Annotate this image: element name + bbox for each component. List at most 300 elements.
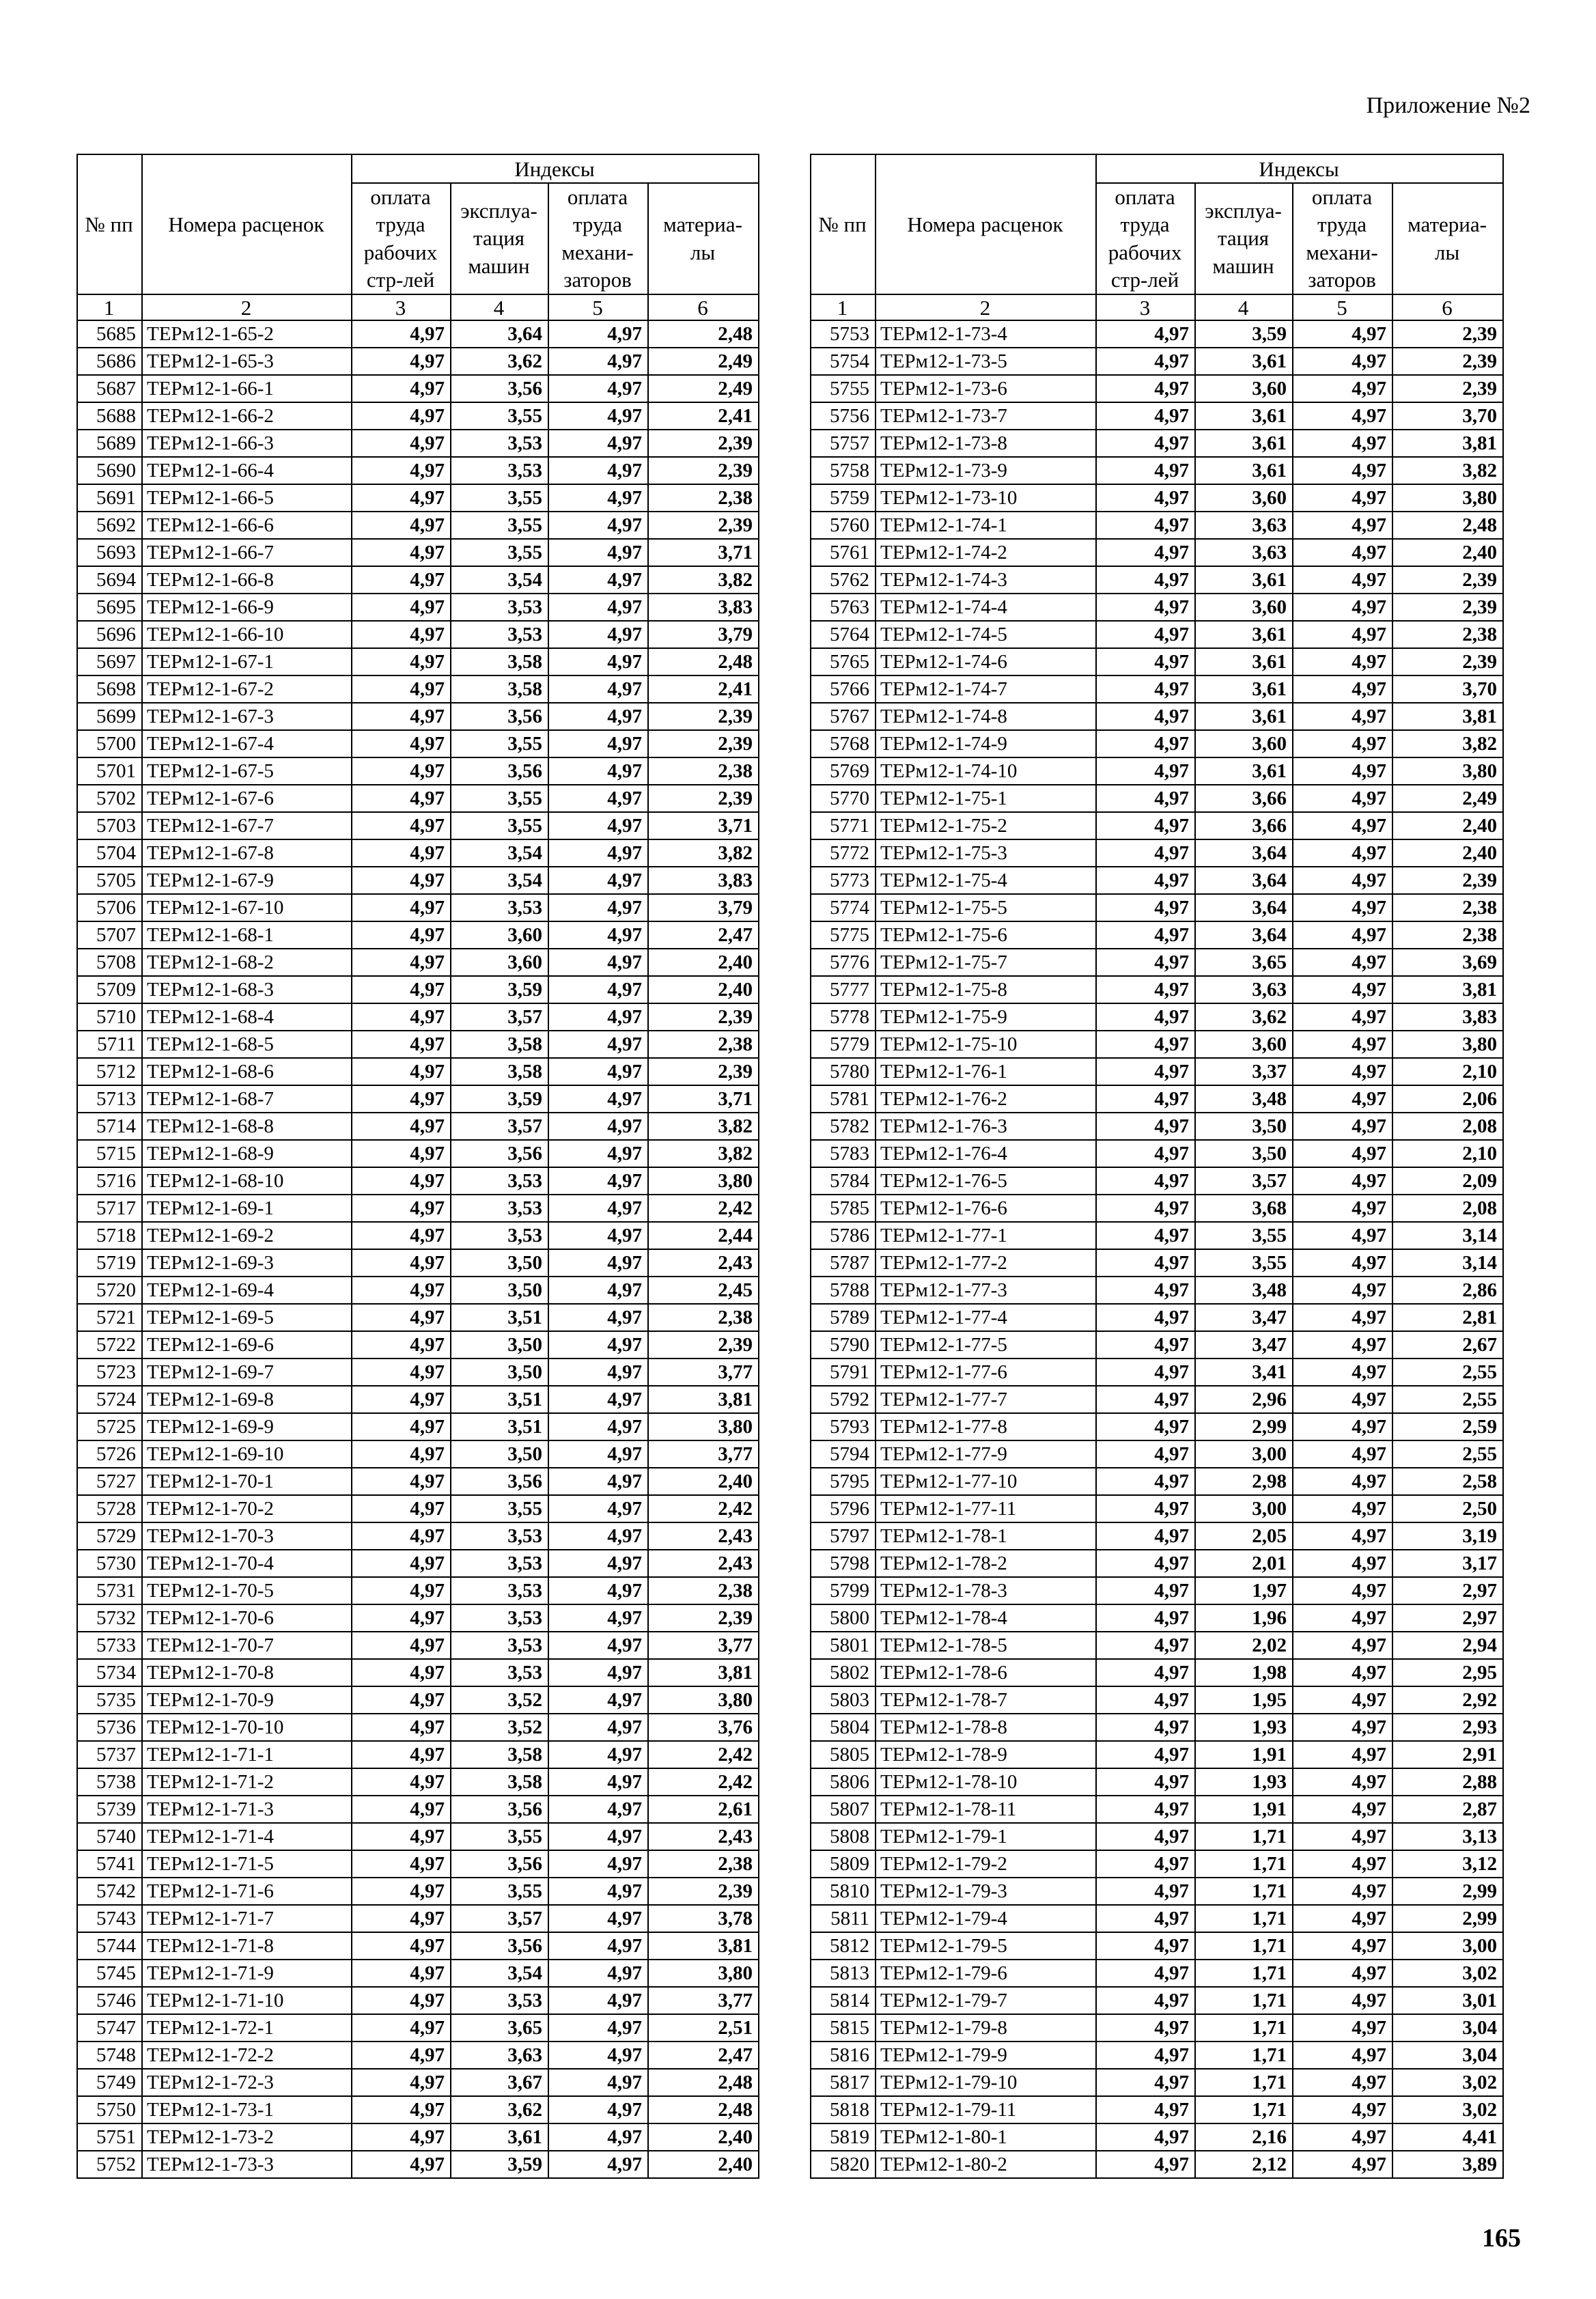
- materials-index: 3,80: [648, 1413, 759, 1440]
- machine-operation-index: 1,71: [1195, 1932, 1293, 1960]
- row-number: 5686: [77, 348, 142, 375]
- row-number: 5814: [811, 1987, 876, 2014]
- row-number: 5774: [811, 894, 876, 921]
- labor-operators-index: 4,97: [1293, 320, 1392, 348]
- materials-index: 3,80: [1392, 757, 1503, 785]
- machine-operation-index: 2,02: [1195, 1632, 1293, 1659]
- materials-index: 3,77: [648, 1987, 759, 2014]
- materials-index: 2,55: [1392, 1358, 1503, 1386]
- table-row: [811, 1413, 1503, 1440]
- table-row: [77, 484, 759, 512]
- labor-builders-index: 4,97: [1096, 1386, 1195, 1413]
- rate-code: ТЕРм12-1-73-8: [876, 430, 1096, 457]
- row-number: 5729: [77, 1522, 142, 1550]
- materials-index: 3,81: [1392, 430, 1503, 457]
- header-colnum: 3: [1096, 294, 1195, 320]
- table-row: [811, 1659, 1503, 1686]
- materials-index: 2,39: [1392, 648, 1503, 675]
- machine-operation-index: 3,37: [1195, 1058, 1293, 1085]
- labor-operators-index: 4,97: [1293, 1850, 1392, 1878]
- rate-code: ТЕРм12-1-66-10: [142, 621, 352, 648]
- rate-code: ТЕРм12-1-69-7: [142, 1358, 352, 1386]
- labor-operators-index: 4,97: [548, 457, 648, 484]
- labor-builders-index: 4,97: [352, 1358, 451, 1386]
- rate-code: ТЕРм12-1-77-11: [876, 1495, 1096, 1522]
- row-number: 5725: [77, 1413, 142, 1440]
- labor-builders-index: 4,97: [1096, 1031, 1195, 1058]
- labor-operators-index: 4,97: [1293, 1331, 1392, 1358]
- materials-index: 2,38: [648, 484, 759, 512]
- table-row: [77, 976, 759, 1003]
- materials-index: 3,70: [1392, 402, 1503, 430]
- labor-builders-index: 4,97: [1096, 1331, 1195, 1358]
- machine-operation-index: 3,53: [451, 621, 548, 648]
- table-row: [77, 921, 759, 949]
- row-number: 5726: [77, 1440, 142, 1468]
- machine-operation-index: 3,48: [1195, 1277, 1293, 1304]
- table-row: [811, 1003, 1503, 1031]
- rate-code: ТЕРм12-1-70-2: [142, 1495, 352, 1522]
- row-number: 5724: [77, 1386, 142, 1413]
- table-row: [811, 1058, 1503, 1085]
- row-number: 5768: [811, 730, 876, 757]
- materials-index: 3,77: [648, 1440, 759, 1468]
- labor-builders-index: 4,97: [352, 1714, 451, 1741]
- machine-operation-index: 3,55: [451, 1823, 548, 1850]
- machine-operation-index: 3,62: [1195, 1003, 1293, 1031]
- table-row: [811, 1249, 1503, 1277]
- labor-operators-index: 4,97: [548, 1304, 648, 1331]
- rate-code: ТЕРм12-1-73-9: [876, 457, 1096, 484]
- materials-index: 2,97: [1392, 1604, 1503, 1632]
- machine-operation-index: 3,56: [451, 703, 548, 730]
- table-row: [811, 2014, 1503, 2042]
- materials-index: 2,43: [648, 1550, 759, 1577]
- rate-code: ТЕРм12-1-68-10: [142, 1167, 352, 1195]
- row-number: 5769: [811, 757, 876, 785]
- labor-builders-index: 4,97: [352, 1222, 451, 1249]
- materials-index: 2,55: [1392, 1440, 1503, 1468]
- table-row: [77, 621, 759, 648]
- materials-index: 3,81: [648, 1932, 759, 1960]
- materials-index: 3,83: [648, 867, 759, 894]
- rate-code: ТЕРм12-1-66-6: [142, 512, 352, 539]
- row-number: 5716: [77, 1167, 142, 1195]
- materials-index: 2,39: [1392, 375, 1503, 402]
- materials-index: 2,67: [1392, 1331, 1503, 1358]
- table-row: [811, 1577, 1503, 1604]
- machine-operation-index: 1,91: [1195, 1741, 1293, 1768]
- table-row: [811, 1522, 1503, 1550]
- materials-index: 2,39: [648, 730, 759, 757]
- labor-builders-index: 4,97: [352, 594, 451, 621]
- labor-operators-index: 4,97: [1293, 1413, 1392, 1440]
- labor-operators-index: 4,97: [548, 1987, 648, 2014]
- labor-builders-index: 4,97: [352, 484, 451, 512]
- machine-operation-index: 3,57: [451, 1003, 548, 1031]
- row-number: 5748: [77, 2042, 142, 2069]
- rate-code: ТЕРм12-1-70-9: [142, 1686, 352, 1714]
- materials-index: 2,99: [1392, 1905, 1503, 1932]
- row-number: 5766: [811, 675, 876, 703]
- row-number: 5780: [811, 1058, 876, 1085]
- header-colnum: 1: [811, 294, 876, 320]
- table-row: [77, 594, 759, 621]
- rate-code: ТЕРм12-1-77-7: [876, 1386, 1096, 1413]
- rate-code: ТЕРм12-1-69-9: [142, 1413, 352, 1440]
- labor-builders-index: 4,97: [1096, 785, 1195, 812]
- row-number: 5757: [811, 430, 876, 457]
- rate-code: ТЕРм12-1-79-9: [876, 2042, 1096, 2069]
- rate-code: ТЕРм12-1-78-10: [876, 1768, 1096, 1796]
- row-number: 5694: [77, 566, 142, 594]
- table-row: [811, 648, 1503, 675]
- materials-index: 3,71: [648, 1085, 759, 1113]
- rate-code: ТЕРм12-1-79-8: [876, 2014, 1096, 2042]
- rate-code: ТЕРм12-1-79-2: [876, 1850, 1096, 1878]
- materials-index: 2,06: [1392, 1085, 1503, 1113]
- machine-operation-index: 3,61: [451, 2123, 548, 2151]
- row-number: 5802: [811, 1659, 876, 1686]
- materials-index: 2,39: [648, 1331, 759, 1358]
- labor-builders-index: 4,97: [352, 1304, 451, 1331]
- rate-code: ТЕРм12-1-68-1: [142, 921, 352, 949]
- row-number: 5764: [811, 621, 876, 648]
- rate-code: ТЕРм12-1-76-1: [876, 1058, 1096, 1085]
- table-row: [811, 594, 1503, 621]
- machine-operation-index: 1,71: [1195, 1823, 1293, 1850]
- table-row: [77, 1031, 759, 1058]
- machine-operation-index: 3,55: [1195, 1249, 1293, 1277]
- row-number: 5708: [77, 949, 142, 976]
- rate-code: ТЕРм12-1-67-5: [142, 757, 352, 785]
- table-row: [811, 348, 1503, 375]
- machine-operation-index: 3,61: [1195, 457, 1293, 484]
- machine-operation-index: 1,91: [1195, 1796, 1293, 1823]
- machine-operation-index: 3,61: [1195, 566, 1293, 594]
- rate-code: ТЕРм12-1-75-6: [876, 921, 1096, 949]
- rate-code: ТЕРм12-1-69-5: [142, 1304, 352, 1331]
- materials-index: 2,08: [1392, 1113, 1503, 1140]
- table-row: [811, 1358, 1503, 1386]
- row-number: 5728: [77, 1495, 142, 1522]
- labor-operators-index: 4,97: [548, 512, 648, 539]
- labor-operators-index: 4,97: [1293, 1440, 1392, 1468]
- machine-operation-index: 1,71: [1195, 1905, 1293, 1932]
- labor-builders-index: 4,97: [352, 1550, 451, 1577]
- table-row: [811, 1632, 1503, 1659]
- table-row: [77, 812, 759, 839]
- header-no: № пп: [811, 154, 876, 294]
- labor-builders-index: 4,97: [352, 867, 451, 894]
- appendix-label: Приложение №2: [1366, 93, 1530, 118]
- materials-index: 2,59: [1392, 1413, 1503, 1440]
- labor-operators-index: 4,97: [1293, 730, 1392, 757]
- header-colnum: 2: [142, 294, 352, 320]
- labor-builders-index: 4,97: [352, 1932, 451, 1960]
- rate-code: ТЕРм12-1-67-3: [142, 703, 352, 730]
- labor-operators-index: 4,97: [548, 539, 648, 566]
- table-row: [77, 348, 759, 375]
- row-number: 5762: [811, 566, 876, 594]
- row-number: 5742: [77, 1878, 142, 1905]
- labor-builders-index: 4,97: [352, 1878, 451, 1905]
- header-colnum: 3: [352, 294, 451, 320]
- materials-index: 3,00: [1392, 1932, 1503, 1960]
- rate-code: ТЕРм12-1-69-1: [142, 1195, 352, 1222]
- labor-operators-index: 4,97: [1293, 1522, 1392, 1550]
- table-row: [811, 1140, 1503, 1167]
- rate-code: ТЕРм12-1-79-6: [876, 1960, 1096, 1987]
- materials-index: 3,81: [1392, 703, 1503, 730]
- table-row: [811, 785, 1503, 812]
- materials-index: 3,79: [648, 894, 759, 921]
- labor-builders-index: 4,97: [1096, 730, 1195, 757]
- rate-code: ТЕРм12-1-70-3: [142, 1522, 352, 1550]
- labor-operators-index: 4,97: [548, 1522, 648, 1550]
- materials-index: 2,91: [1392, 1741, 1503, 1768]
- row-number: 5710: [77, 1003, 142, 1031]
- machine-operation-index: 3,54: [451, 839, 548, 867]
- materials-index: 2,47: [648, 2042, 759, 2069]
- rate-code: ТЕРм12-1-77-2: [876, 1249, 1096, 1277]
- labor-builders-index: 4,97: [352, 1905, 451, 1932]
- labor-builders-index: 4,97: [352, 1796, 451, 1823]
- row-number: 5706: [77, 894, 142, 921]
- labor-operators-index: 4,97: [1293, 1222, 1392, 1249]
- row-number: 5750: [77, 2096, 142, 2123]
- machine-operation-index: 2,96: [1195, 1386, 1293, 1413]
- rate-code: ТЕРм12-1-73-1: [142, 2096, 352, 2123]
- labor-builders-index: 4,97: [352, 1823, 451, 1850]
- row-number: 5732: [77, 1604, 142, 1632]
- labor-operators-index: 4,97: [548, 1850, 648, 1878]
- row-number: 5805: [811, 1741, 876, 1768]
- row-number: 5720: [77, 1277, 142, 1304]
- row-number: 5722: [77, 1331, 142, 1358]
- row-number: 5756: [811, 402, 876, 430]
- labor-operators-index: 4,97: [548, 2096, 648, 2123]
- labor-builders-index: 4,97: [1096, 1987, 1195, 2014]
- labor-operators-index: 4,97: [1293, 348, 1392, 375]
- labor-builders-index: 4,97: [1096, 484, 1195, 512]
- materials-index: 3,02: [1392, 2096, 1503, 2123]
- rate-code: ТЕРм12-1-78-11: [876, 1796, 1096, 1823]
- labor-builders-index: 4,97: [1096, 1495, 1195, 1522]
- rate-code: ТЕРм12-1-71-4: [142, 1823, 352, 1850]
- row-number: 5801: [811, 1632, 876, 1659]
- materials-index: 2,38: [648, 757, 759, 785]
- labor-operators-index: 4,97: [1293, 1085, 1392, 1113]
- price-index-table-left: [76, 154, 759, 2179]
- table-row: [77, 1550, 759, 1577]
- machine-operation-index: 3,61: [1195, 402, 1293, 430]
- labor-operators-index: 4,97: [1293, 1003, 1392, 1031]
- machine-operation-index: 3,00: [1195, 1440, 1293, 1468]
- labor-operators-index: 4,97: [1293, 1195, 1392, 1222]
- labor-operators-index: 4,97: [1293, 402, 1392, 430]
- rate-code: ТЕРм12-1-70-4: [142, 1550, 352, 1577]
- labor-builders-index: 4,97: [1096, 594, 1195, 621]
- header-labor-builders: оплата труда рабочих стр-лей: [352, 183, 451, 294]
- labor-builders-index: 4,97: [352, 2151, 451, 2178]
- machine-operation-index: 3,66: [1195, 785, 1293, 812]
- labor-builders-index: 4,97: [1096, 1195, 1195, 1222]
- header-materials: материа-лы: [648, 183, 759, 294]
- rate-code: ТЕРм12-1-77-4: [876, 1304, 1096, 1331]
- labor-operators-index: 4,97: [548, 1195, 648, 1222]
- table-row: [77, 2123, 759, 2151]
- labor-operators-index: 4,97: [548, 1741, 648, 1768]
- machine-operation-index: 1,71: [1195, 2069, 1293, 2096]
- labor-operators-index: 4,97: [548, 1878, 648, 1905]
- labor-builders-index: 4,97: [1096, 1550, 1195, 1577]
- labor-operators-index: 4,97: [548, 621, 648, 648]
- rate-code: ТЕРм12-1-79-5: [876, 1932, 1096, 1960]
- price-index-table-right: [810, 154, 1504, 2179]
- table-row: [811, 1796, 1503, 1823]
- labor-builders-index: 4,97: [352, 1140, 451, 1167]
- machine-operation-index: 3,63: [1195, 512, 1293, 539]
- table-row: [77, 539, 759, 566]
- machine-operation-index: 3,54: [451, 867, 548, 894]
- machine-operation-index: 3,56: [451, 1850, 548, 1878]
- rate-code: ТЕРм12-1-75-5: [876, 894, 1096, 921]
- machine-operation-index: 3,47: [1195, 1331, 1293, 1358]
- labor-builders-index: 4,97: [352, 1960, 451, 1987]
- row-number: 5692: [77, 512, 142, 539]
- rate-code: ТЕРм12-1-74-9: [876, 730, 1096, 757]
- table-row: [77, 1277, 759, 1304]
- labor-builders-index: 4,97: [352, 730, 451, 757]
- labor-operators-index: 4,97: [548, 402, 648, 430]
- materials-index: 2,38: [1392, 921, 1503, 949]
- materials-index: 2,48: [648, 320, 759, 348]
- table-row: [77, 1495, 759, 1522]
- labor-builders-index: 4,97: [1096, 1905, 1195, 1932]
- table-row: [811, 812, 1503, 839]
- labor-operators-index: 4,97: [548, 976, 648, 1003]
- row-number: 5697: [77, 648, 142, 675]
- rate-code: ТЕРм12-1-69-3: [142, 1249, 352, 1277]
- labor-builders-index: 4,97: [1096, 2096, 1195, 2123]
- machine-operation-index: 3,53: [451, 1577, 548, 1604]
- machine-operation-index: 3,50: [451, 1249, 548, 1277]
- row-number: 5747: [77, 2014, 142, 2042]
- labor-operators-index: 4,97: [1293, 1932, 1392, 1960]
- rate-code: ТЕРм12-1-75-9: [876, 1003, 1096, 1031]
- row-number: 5793: [811, 1413, 876, 1440]
- header-labor-operators: оплата труда механи-заторов: [1293, 183, 1392, 294]
- labor-builders-index: 4,97: [1096, 2151, 1195, 2178]
- labor-operators-index: 4,97: [1293, 648, 1392, 675]
- labor-operators-index: 4,97: [548, 1031, 648, 1058]
- labor-operators-index: 4,97: [548, 2069, 648, 2096]
- machine-operation-index: 1,98: [1195, 1659, 1293, 1686]
- machine-operation-index: 3,50: [451, 1440, 548, 1468]
- table-row: [77, 2042, 759, 2069]
- labor-builders-index: 4,97: [352, 1850, 451, 1878]
- table-row: [811, 1960, 1503, 1987]
- table-row: [77, 1659, 759, 1686]
- materials-index: 3,82: [648, 839, 759, 867]
- machine-operation-index: 3,51: [451, 1386, 548, 1413]
- row-number: 5810: [811, 1878, 876, 1905]
- table-row: [77, 648, 759, 675]
- machine-operation-index: 3,50: [451, 1331, 548, 1358]
- row-number: 5711: [77, 1031, 142, 1058]
- rate-code: ТЕРм12-1-78-6: [876, 1659, 1096, 1686]
- rate-code: ТЕРм12-1-78-5: [876, 1632, 1096, 1659]
- machine-operation-index: 3,58: [451, 1031, 548, 1058]
- materials-index: 3,14: [1392, 1222, 1503, 1249]
- row-number: 5786: [811, 1222, 876, 1249]
- row-number: 5776: [811, 949, 876, 976]
- labor-operators-index: 4,97: [1293, 675, 1392, 703]
- labor-operators-index: 4,97: [548, 757, 648, 785]
- row-number: 5718: [77, 1222, 142, 1249]
- rate-code: ТЕРм12-1-70-8: [142, 1659, 352, 1686]
- labor-operators-index: 4,97: [548, 839, 648, 867]
- rate-code: ТЕРм12-1-71-3: [142, 1796, 352, 1823]
- labor-operators-index: 4,97: [1293, 2151, 1392, 2178]
- materials-index: 3,81: [1392, 976, 1503, 1003]
- labor-builders-index: 4,97: [352, 1987, 451, 2014]
- labor-builders-index: 4,97: [352, 2042, 451, 2069]
- table-row: [811, 1386, 1503, 1413]
- machine-operation-index: 3,61: [1195, 648, 1293, 675]
- rate-code: ТЕРм12-1-69-8: [142, 1386, 352, 1413]
- labor-operators-index: 4,97: [1293, 512, 1392, 539]
- table-row: [77, 1823, 759, 1850]
- materials-index: 3,77: [648, 1632, 759, 1659]
- materials-index: 2,39: [1392, 566, 1503, 594]
- labor-builders-index: 4,97: [352, 839, 451, 867]
- table-row: [77, 1085, 759, 1113]
- labor-builders-index: 4,97: [1096, 1358, 1195, 1386]
- table-row: [811, 675, 1503, 703]
- machine-operation-index: 3,60: [451, 921, 548, 949]
- materials-index: 2,43: [648, 1249, 759, 1277]
- rate-code: ТЕРм12-1-67-2: [142, 675, 352, 703]
- row-number: 5730: [77, 1550, 142, 1577]
- row-number: 5699: [77, 703, 142, 730]
- rate-code: ТЕРм12-1-69-2: [142, 1222, 352, 1249]
- row-number: 5707: [77, 921, 142, 949]
- table-row: [811, 976, 1503, 1003]
- header-colnum: 1: [77, 294, 142, 320]
- labor-operators-index: 4,97: [548, 1058, 648, 1085]
- row-number: 5702: [77, 785, 142, 812]
- table-row: [77, 1686, 759, 1714]
- machine-operation-index: 3,53: [451, 1195, 548, 1222]
- machine-operation-index: 3,57: [1195, 1167, 1293, 1195]
- row-number: 5704: [77, 839, 142, 867]
- labor-operators-index: 4,97: [548, 320, 648, 348]
- labor-operators-index: 4,97: [1293, 1058, 1392, 1085]
- materials-index: 2,42: [648, 1768, 759, 1796]
- materials-index: 4,41: [1392, 2123, 1503, 2151]
- labor-builders-index: 4,97: [1096, 1277, 1195, 1304]
- table-row: [811, 1604, 1503, 1632]
- labor-builders-index: 4,97: [352, 320, 451, 348]
- table-row: [811, 566, 1503, 594]
- rate-code: ТЕРм12-1-68-2: [142, 949, 352, 976]
- rate-code: ТЕРм12-1-72-3: [142, 2069, 352, 2096]
- materials-index: 2,51: [648, 2014, 759, 2042]
- materials-index: 3,79: [648, 621, 759, 648]
- labor-operators-index: 4,97: [1293, 1686, 1392, 1714]
